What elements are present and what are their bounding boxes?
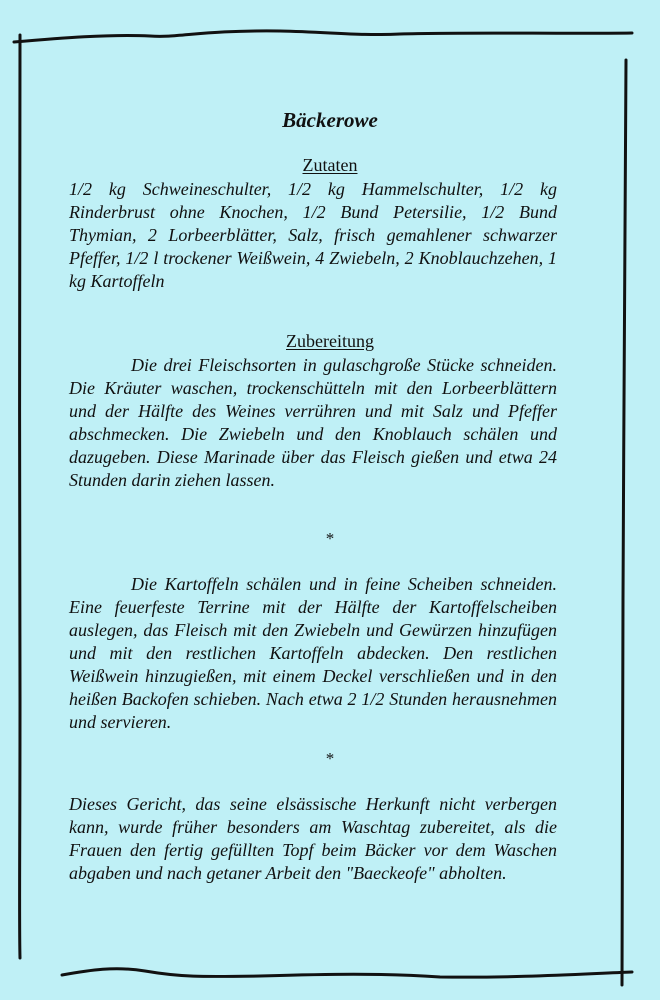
preparation-paragraph-1: Die drei Fleischsorten in gulaschgroße Stücke schneiden. Die Kräuter waschen, trockenschütteln mit den Lorbeerblättern und der Hälfte des Weines verrühren und mit Salz und Pfeffer abschmecken. Die Zwiebeln und den Knoblauch schälen und dazugeben. Diese Marinade über das Fleisch gießen und etwa 24 Stunden darin ziehen lassen. [69,355,557,490]
ingredients-text: 1/2 kg Schweineschulter, 1/2 kg Hammelschulter, 1/2 kg Rinderbrust ohne Knochen, 1/2 Bund Petersilie, 1/2 Bund Thymian, 2 Lorbeerblätter, Salz, frisch gemahlener schwarzer Pfeffer, 1/2 l trockener Weißwein, 4 Zwiebeln, 2 Knoblauchzehen, 1 kg Kartoffeln [69,179,557,291]
separator-star-2: * [325,749,335,768]
ingredients-heading: Zutaten [302,155,358,175]
separator-star-1: * [325,529,335,548]
recipe-title: Bäckerowe [282,108,378,132]
note-paragraph: Dieses Gericht, das seine elsässische Herkunft nicht verbergen kann, wurde früher besonders am Waschtag zubereitet, als die Frauen den fertig gefüllten Topf beim Bäcker vor dem Waschen abgaben und nach getaner Arbeit den "Baeckeofe" abholten. [69,794,557,883]
preparation-paragraph-2: Die Kartoffeln schälen und in feine Scheiben schneiden. Eine feuerfeste Terrine mit der Hälfte der Kartoffelscheiben auslegen, das Fleisch mit den Zwiebeln und Gewürzen hinzufügen und mit den restlichen Kartoffeln abdecken. Den restlichen Weißwein hinzugießen, mit einem Deckel verschließen und in den heißen Backofen schieben. Nach etwa 2 1/2 Stunden herausnehmen und servieren. [69,574,557,732]
preparation-heading: Zubereitung [286,331,374,351]
